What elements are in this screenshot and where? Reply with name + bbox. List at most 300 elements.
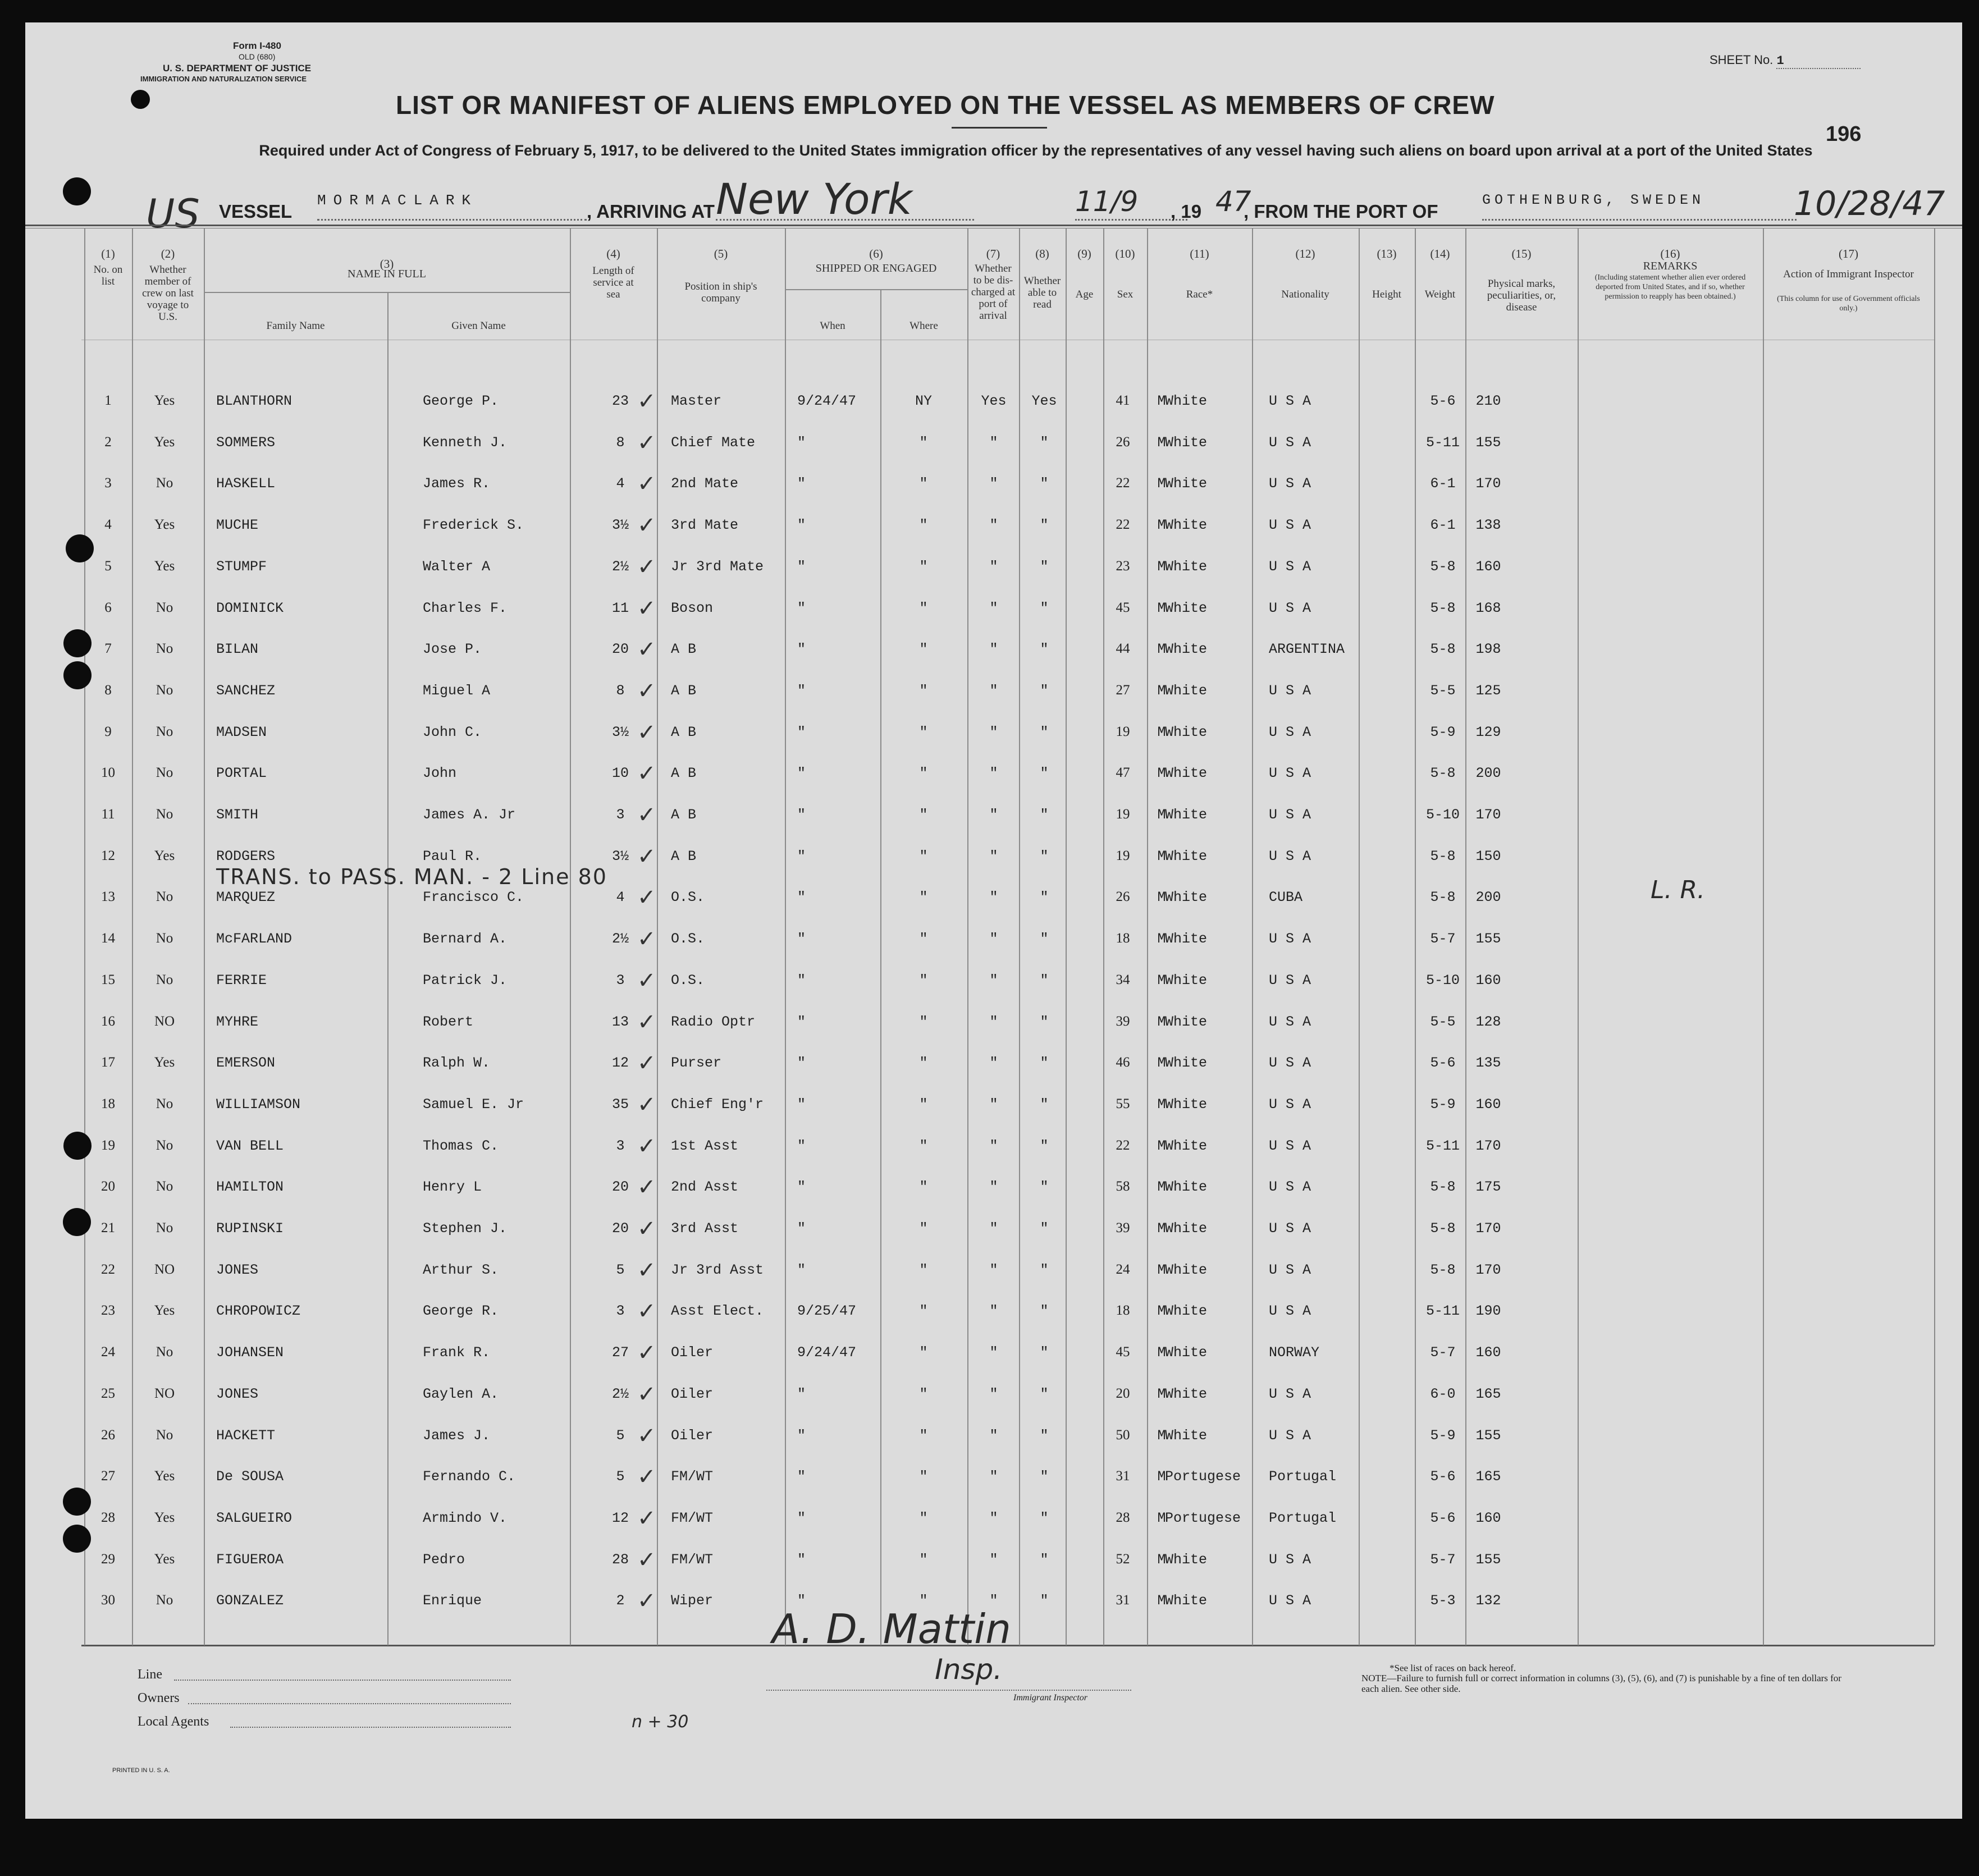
height-cell: 5-6 (1430, 1510, 1456, 1526)
given-name-cell: James A. Jr (423, 807, 516, 823)
able-to-read-cell: " (1040, 1179, 1049, 1195)
sex-cell: M (1157, 1510, 1166, 1526)
family-name-cell: HAMILTON (216, 1179, 284, 1195)
race-cell: White (1165, 848, 1208, 864)
race-cell: White (1165, 1303, 1208, 1319)
height-cell: 5-7 (1430, 1552, 1456, 1568)
check-mark-icon: ✓ (637, 637, 656, 662)
able-to-read-cell: " (1040, 1593, 1049, 1609)
shipped-when-cell: " (797, 600, 806, 616)
able-to-read-cell: " (1040, 1552, 1049, 1568)
discharged-cell: " (989, 848, 998, 864)
shipped-when-cell: " (797, 848, 806, 864)
race-cell: Portugese (1165, 1468, 1241, 1485)
sex-cell: M (1157, 641, 1166, 657)
previous-voyage-cell: No (156, 600, 173, 615)
weight-cell: 170 (1475, 1262, 1501, 1278)
discharged-cell: " (989, 683, 998, 699)
shipped-when-cell: " (797, 559, 806, 575)
sex-cell: M (1157, 475, 1166, 492)
position-cell: Wiper (671, 1593, 714, 1609)
col-num: (3) (380, 257, 394, 271)
previous-voyage-cell: No (156, 931, 173, 946)
nationality-cell: U S A (1269, 1593, 1311, 1609)
shipped-where-cell: " (919, 434, 928, 451)
sex-cell: M (1157, 1344, 1166, 1361)
row-number-cell: 17 (101, 1055, 115, 1070)
given-name-cell: Kenneth J. (423, 434, 508, 451)
shipped-where-cell: " (919, 1220, 928, 1237)
family-name-cell: PORTAL (216, 765, 267, 781)
col-header: Height (1372, 289, 1401, 300)
able-to-read-cell: " (1040, 1262, 1049, 1278)
nationality-cell: U S A (1269, 1179, 1311, 1195)
position-cell: A B (671, 848, 697, 864)
height-cell: 5-8 (1430, 1179, 1456, 1195)
binding-hole (63, 1208, 91, 1236)
position-cell: O.S. (671, 931, 705, 947)
weight-cell: 168 (1475, 600, 1501, 616)
col-num: (15) (1511, 247, 1532, 260)
age-cell: 52 (1116, 1552, 1130, 1567)
col-divider (1103, 228, 1104, 1645)
given-name-cell: Enrique (423, 1593, 482, 1609)
previous-voyage-cell: No (156, 724, 173, 739)
row-number-cell: 21 (101, 1220, 115, 1236)
arrival-date: 11/9 (1075, 185, 1187, 221)
col-header: SHIPPED OR ENGAGED (815, 262, 937, 274)
previous-voyage-cell: Yes (154, 1055, 175, 1070)
title-rule (952, 127, 1047, 129)
page-number: 196 (1826, 122, 1862, 146)
age-cell: 55 (1116, 1096, 1130, 1111)
position-cell: A B (671, 807, 697, 823)
service-length-cell: 2½ (611, 931, 629, 947)
race-cell: White (1165, 517, 1208, 533)
shipped-where-cell: " (919, 1510, 928, 1526)
row-number-cell: 13 (101, 889, 115, 904)
position-cell: 1st Asst (671, 1138, 739, 1154)
line-underline (174, 1680, 511, 1681)
shipped-where-cell: " (919, 600, 928, 616)
service-length-cell: 11 (611, 600, 629, 616)
shipped-when-cell: " (797, 1510, 806, 1526)
position-cell: Chief Mate (671, 434, 756, 451)
check-mark-icon: ✓ (637, 720, 656, 745)
shipped-when-cell: " (797, 434, 806, 451)
binding-hole (63, 1488, 91, 1516)
able-to-read-cell: " (1040, 683, 1049, 699)
shipped-when-cell: " (797, 1468, 806, 1485)
col-divider (657, 228, 658, 1645)
previous-voyage-cell: No (156, 1593, 173, 1608)
race-cell: White (1165, 807, 1208, 823)
nationality-cell: ARGENTINA (1269, 641, 1345, 657)
binding-hole (63, 1132, 92, 1160)
able-to-read-cell: " (1040, 1468, 1049, 1485)
col-num: (1) (101, 247, 115, 260)
given-name-cell: Patrick J. (423, 972, 508, 989)
service-length-cell: 20 (611, 1179, 629, 1195)
previous-voyage-cell: NO (154, 1386, 175, 1401)
check-mark-icon: ✓ (637, 802, 656, 828)
given-name-cell: Ralph W. (423, 1055, 491, 1071)
shipped-when-cell: " (797, 931, 806, 947)
service-length-cell: 3 (616, 972, 625, 989)
age-cell: 22 (1116, 517, 1130, 532)
department: U. S. DEPARTMENT OF JUSTICE (163, 63, 312, 74)
col-header: Sex (1117, 289, 1134, 300)
shipped-when-cell: " (797, 1055, 806, 1071)
check-mark-icon: ✓ (637, 554, 656, 580)
shipped-when-cell: " (797, 683, 806, 699)
height-cell: 5-6 (1430, 1055, 1456, 1071)
discharged-cell: Yes (981, 393, 1007, 409)
sex-cell: M (1157, 724, 1166, 740)
owners-underline (188, 1703, 511, 1704)
family-name-cell: SOMMERS (216, 434, 276, 451)
previous-voyage-cell: NO (154, 1014, 175, 1029)
col-divider (1934, 228, 1935, 1645)
position-cell: Chief Eng'r (671, 1096, 764, 1113)
discharged-cell: " (989, 889, 998, 905)
nationality-cell: U S A (1269, 765, 1311, 781)
shipped-where-cell: " (919, 1552, 928, 1568)
position-cell: FM/WT (671, 1552, 714, 1568)
row-number-cell: 5 (104, 559, 112, 574)
family-name-cell: JONES (216, 1262, 259, 1278)
position-cell: A B (671, 724, 697, 740)
family-name-cell: MADSEN (216, 724, 267, 740)
discharged-cell: " (989, 559, 998, 575)
check-mark-icon: ✓ (637, 968, 656, 994)
given-name-cell: Walter A (423, 559, 491, 575)
check-mark-icon: ✓ (637, 761, 656, 786)
sex-cell: M (1157, 517, 1166, 533)
transfer-note: TRANS. to PASS. MAN. - 2 Line 80 (216, 864, 607, 889)
manifest-sheet (25, 22, 1962, 1819)
previous-voyage-cell: Yes (154, 848, 175, 863)
race-cell: White (1165, 1179, 1208, 1195)
position-cell: O.S. (671, 972, 705, 989)
able-to-read-cell: " (1040, 475, 1049, 492)
discharged-cell: " (989, 517, 998, 533)
age-cell: 23 (1116, 559, 1130, 574)
col-num: (14) (1430, 247, 1450, 260)
position-cell: Oiler (671, 1344, 714, 1361)
previous-voyage-cell: Yes (154, 1303, 175, 1318)
sex-cell: M (1157, 434, 1166, 451)
age-cell: 19 (1116, 807, 1130, 822)
weight-cell: 200 (1475, 765, 1501, 781)
sex-cell: M (1157, 889, 1166, 905)
sex-cell: M (1157, 765, 1166, 781)
able-to-read-cell: " (1040, 807, 1049, 823)
subtitle: Required under Act of Congress of February 5, 1917, to be delivered to the United States immigration officer by the representatives of any vessel having such aliens on board upon arrival at a port of the United States (259, 142, 1813, 159)
position-cell: 2nd Asst (671, 1179, 739, 1195)
height-cell: 5-9 (1430, 1427, 1456, 1444)
age-cell: 47 (1116, 765, 1130, 780)
col-divider (1763, 228, 1764, 1645)
nationality-cell: U S A (1269, 600, 1311, 616)
check-mark-icon: ✓ (637, 1298, 656, 1324)
shipped-where-cell: " (919, 475, 928, 492)
position-cell: Radio Optr (671, 1014, 756, 1030)
position-cell: 3rd Mate (671, 517, 739, 533)
position-cell: Oiler (671, 1427, 714, 1444)
col-divider (1019, 228, 1020, 1645)
signature-title: Insp. (935, 1653, 1003, 1686)
age-cell: 41 (1116, 393, 1130, 408)
height-cell: 5-8 (1430, 765, 1456, 781)
service-length-cell: 12 (611, 1510, 629, 1526)
shipped-where-cell: " (919, 1468, 928, 1485)
discharged-cell: " (989, 1014, 998, 1030)
nationality-cell: U S A (1269, 1427, 1311, 1444)
form-number: Form I-480 (233, 40, 281, 51)
family-name-cell: BILAN (216, 641, 259, 657)
sex-cell: M (1157, 1552, 1166, 1568)
from-label: , FROM THE PORT OF (1244, 201, 1438, 222)
row-number-cell: 26 (101, 1427, 115, 1443)
weight-cell: 135 (1475, 1055, 1501, 1071)
check-mark-icon: ✓ (637, 1506, 656, 1531)
family-name-cell: SALGUEIRO (216, 1510, 292, 1526)
nationality-cell: U S A (1269, 475, 1311, 492)
height-cell: 5-9 (1430, 1096, 1456, 1113)
shipped-where-cell: " (919, 641, 928, 657)
height-cell: 5-3 (1430, 1593, 1456, 1609)
row-number-cell: 27 (101, 1468, 115, 1484)
nationality-cell: U S A (1269, 1014, 1311, 1030)
given-name-cell: Stephen J. (423, 1220, 508, 1237)
age-cell: 58 (1116, 1179, 1130, 1194)
weight-cell: 150 (1475, 848, 1501, 864)
service-length-cell: 10 (611, 765, 629, 781)
height-cell: 5-5 (1430, 683, 1456, 699)
col-divider (132, 228, 133, 1645)
nationality-cell: U S A (1269, 807, 1311, 823)
able-to-read-cell: " (1040, 889, 1049, 905)
col-divider (1066, 228, 1067, 1645)
col-header: Race* (1186, 289, 1213, 300)
check-mark-icon: ✓ (637, 1423, 656, 1449)
col-num: (13) (1377, 247, 1397, 260)
family-name-cell: WILLIAMSON (216, 1096, 301, 1113)
given-name-cell: Gaylen A. (423, 1386, 499, 1402)
position-cell: A B (671, 765, 697, 781)
weight-cell: 175 (1475, 1179, 1501, 1195)
check-mark-icon: ✓ (637, 430, 656, 456)
age-cell: 27 (1116, 683, 1130, 698)
col-num: (10) (1115, 247, 1135, 260)
service-name: IMMIGRATION AND NATURALIZATION SERVICE (140, 75, 307, 83)
family-name-cell: BLANTHORN (216, 393, 292, 409)
previous-voyage-cell: No (156, 1179, 173, 1194)
height-cell: 5-8 (1430, 600, 1456, 616)
small-note: n + 30 (632, 1712, 689, 1732)
punch-hole (131, 90, 150, 109)
able-to-read-cell: " (1040, 724, 1049, 740)
position-cell: FM/WT (671, 1510, 714, 1526)
shipped-when-cell: " (797, 1014, 806, 1030)
shipped-when-cell: " (797, 1386, 806, 1402)
age-cell: 31 (1116, 1468, 1130, 1484)
weight-cell: 165 (1475, 1386, 1501, 1402)
previous-voyage-cell: Yes (154, 559, 175, 574)
check-mark-icon: ✓ (637, 1050, 656, 1076)
row-number-cell: 30 (101, 1593, 115, 1608)
check-mark-icon: ✓ (637, 1174, 656, 1200)
shipped-where-cell: " (919, 765, 928, 781)
family-name-cell: STUMPF (216, 559, 267, 575)
age-cell: 22 (1116, 1138, 1130, 1153)
check-mark-icon: ✓ (637, 885, 656, 910)
shipped-where-cell: NY (915, 393, 932, 409)
height-cell: 5-8 (1430, 559, 1456, 575)
given-name-cell: Charles F. (423, 600, 508, 616)
race-cell: White (1165, 600, 1208, 616)
col-num: (9) (1077, 247, 1091, 260)
shipped-where-cell: " (919, 848, 928, 864)
race-cell: White (1165, 1055, 1208, 1071)
check-mark-icon: ✓ (637, 513, 656, 538)
race-cell: White (1165, 1220, 1208, 1237)
shipped-when-cell: " (797, 765, 806, 781)
nationality-cell: U S A (1269, 1303, 1311, 1319)
height-cell: 5-10 (1425, 972, 1460, 989)
check-mark-icon: ✓ (637, 388, 656, 414)
check-mark-icon: ✓ (637, 1092, 656, 1118)
col-header: Physical marks, peculiarities, or, disease (1487, 278, 1556, 313)
nationality-cell: U S A (1269, 1386, 1311, 1402)
race-cell: White (1165, 972, 1208, 989)
previous-voyage-cell: No (156, 1096, 173, 1111)
check-mark-icon: ✓ (637, 1216, 656, 1242)
discharged-cell: " (989, 765, 998, 781)
weight-cell: 165 (1475, 1468, 1501, 1485)
weight-cell: 129 (1475, 724, 1501, 740)
col-header: Whether to be dis-charged at port of arrival (971, 263, 1016, 322)
row-number-cell: 19 (101, 1138, 115, 1153)
previous-voyage-cell: No (156, 807, 173, 822)
check-mark-icon: ✓ (637, 844, 656, 870)
nationality-cell: U S A (1269, 1552, 1311, 1568)
shipped-when-cell: " (797, 1593, 806, 1609)
previous-voyage-cell: No (156, 1344, 173, 1360)
row-number-cell: 28 (101, 1510, 115, 1525)
col-divider (1415, 228, 1416, 1645)
previous-voyage-cell: Yes (154, 393, 175, 408)
row-number-cell: 14 (101, 931, 115, 946)
able-to-read-cell: " (1040, 931, 1049, 947)
inspector-label: Immigrant Inspector (1013, 1693, 1087, 1703)
check-mark-icon: ✓ (637, 1547, 656, 1573)
check-mark-icon: ✓ (637, 1588, 656, 1614)
previous-voyage-cell: Yes (154, 517, 175, 532)
family-name-cell: CHROPOWICZ (216, 1303, 301, 1319)
check-mark-icon: ✓ (637, 678, 656, 704)
height-cell: 5-11 (1425, 434, 1460, 451)
sex-cell: M (1157, 1014, 1166, 1030)
age-cell: 50 (1116, 1427, 1130, 1443)
weight-cell: 155 (1475, 1427, 1501, 1444)
age-cell: 44 (1116, 641, 1130, 656)
race-cell: Portugese (1165, 1510, 1241, 1526)
weight-cell: 128 (1475, 1014, 1501, 1030)
service-length-cell: 8 (616, 683, 625, 699)
previous-voyage-cell: NO (154, 1262, 175, 1277)
service-length-cell: 3 (616, 1138, 625, 1154)
sex-cell: M (1157, 972, 1166, 989)
nationality-cell: NORWAY (1269, 1344, 1320, 1361)
check-mark-icon: ✓ (637, 1340, 656, 1366)
shipped-when-cell: " (797, 517, 806, 533)
height-cell: 5-8 (1430, 1220, 1456, 1237)
age-cell: 22 (1116, 475, 1130, 491)
family-name-cell: RODGERS (216, 848, 276, 864)
given-name-cell: Bernard A. (423, 931, 508, 947)
shipped-where-cell: " (919, 1303, 928, 1319)
check-mark-icon: ✓ (637, 1381, 656, 1407)
col-num: (5) (714, 247, 728, 260)
discharged-cell: " (989, 724, 998, 740)
able-to-read-cell: " (1040, 1344, 1049, 1361)
shipped-where-cell: " (919, 1138, 928, 1154)
family-name-cell: JOHANSEN (216, 1344, 284, 1361)
family-name-cell: FIGUEROA (216, 1552, 284, 1568)
able-to-read-cell: " (1040, 600, 1049, 616)
nationality-cell: U S A (1269, 1262, 1311, 1278)
binding-hole (63, 629, 92, 657)
height-cell: 5-8 (1430, 889, 1456, 905)
agents-underline (230, 1727, 511, 1728)
race-cell: White (1165, 889, 1208, 905)
weight-cell: 138 (1475, 517, 1501, 533)
col-divider (785, 228, 786, 1645)
position-cell: Jr 3rd Asst (671, 1262, 764, 1278)
age-cell: 18 (1116, 1303, 1130, 1318)
weight-cell: 170 (1475, 807, 1501, 823)
race-cell: White (1165, 434, 1208, 451)
weight-cell: 170 (1475, 1220, 1501, 1237)
given-name-cell: Thomas C. (423, 1138, 499, 1154)
given-name-cell: James R. (423, 475, 491, 492)
shipped-where-cell: " (919, 1179, 928, 1195)
arriving-label: , ARRIVING AT (587, 201, 715, 222)
position-cell: 2nd Mate (671, 475, 739, 492)
position-cell: A B (671, 683, 697, 699)
shipped-when-cell: " (797, 889, 806, 905)
height-cell: 5-7 (1430, 931, 1456, 947)
race-cell: White (1165, 1262, 1208, 1278)
age-cell: 24 (1116, 1262, 1130, 1277)
weight-cell: 160 (1475, 559, 1501, 575)
height-cell: 6-1 (1430, 517, 1456, 533)
col-num: (4) (606, 247, 620, 260)
age-cell: 19 (1116, 724, 1130, 739)
height-cell: 6-1 (1430, 475, 1456, 492)
discharged-cell: " (989, 641, 998, 657)
col-header: Length of service at sea (592, 265, 634, 300)
shipped-where-cell: " (919, 931, 928, 947)
service-length-cell: 3½ (611, 848, 629, 864)
age-cell: 39 (1116, 1220, 1130, 1236)
discharged-cell: " (989, 1179, 998, 1195)
nationality-cell: U S A (1269, 559, 1311, 575)
col-divider (387, 292, 389, 1645)
given-name-cell: Jose P. (423, 641, 482, 657)
